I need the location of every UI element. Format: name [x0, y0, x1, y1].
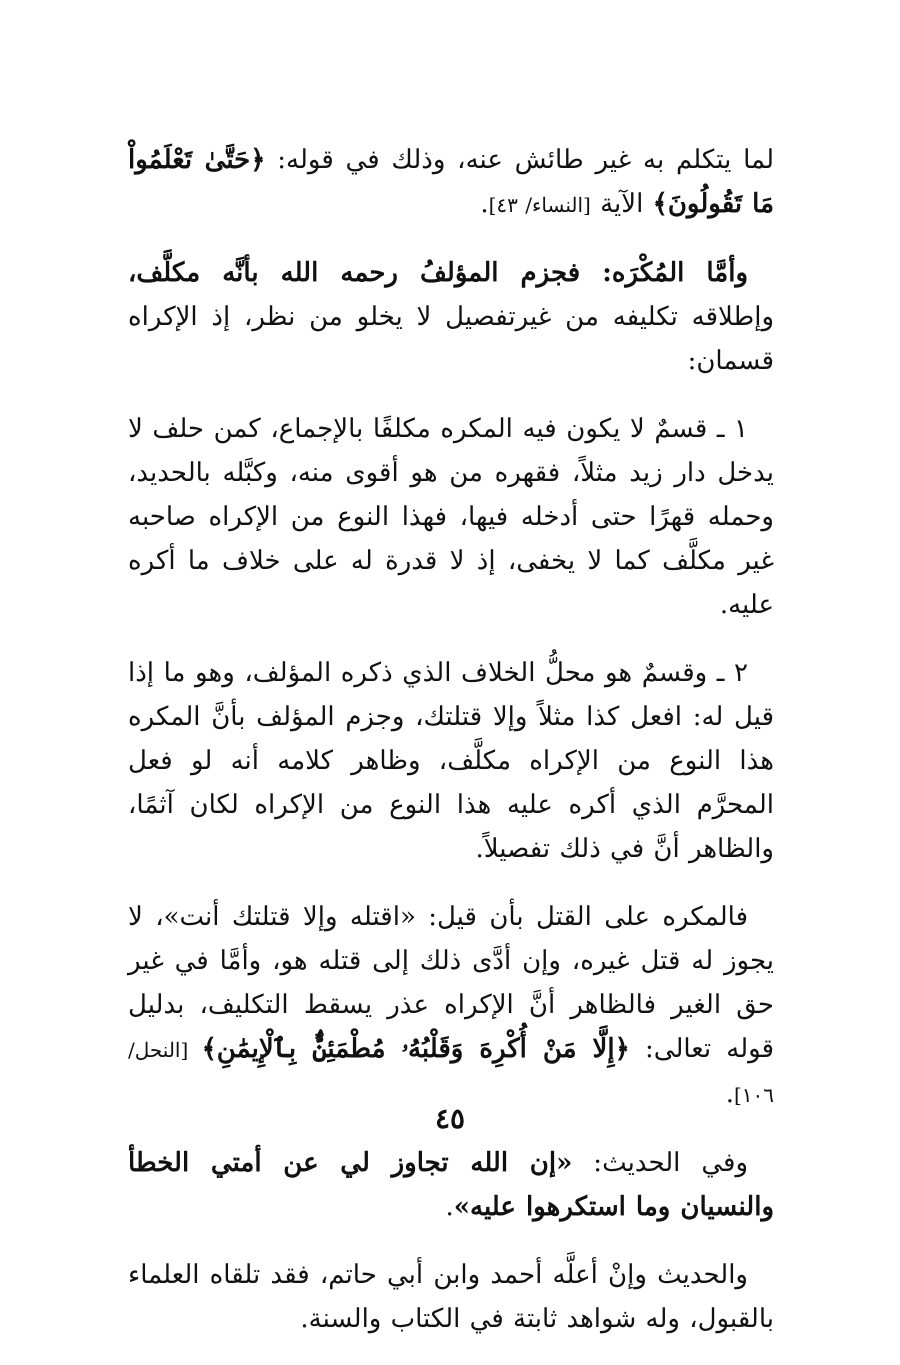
paragraph-4 — [128, 651, 774, 871]
paragraph-6 — [128, 1141, 774, 1229]
paragraph-1 — [128, 138, 774, 227]
paragraph-5-text: فالمكره على القتل بأن قيل: «اقتله وإلا قتلتك أنت»، لا يجوز له قتل غيره، وإن أدَّى ذلك إلى قتله هو، وأمَّا في غير حق الغير فالظاهر أنَّ الإكراه عذر يسقط التكليف، بدليل قوله تعالى: — [128, 902, 774, 1064]
paragraph-7 — [128, 1253, 774, 1341]
paragraph-1-text: لما يتكلم به غير طائش عنه، وذلك في قوله: — [265, 145, 775, 175]
paragraph-2-lead: وأمَّا المُكْرَه: — [602, 258, 749, 288]
paragraph-5-end: . — [725, 1079, 734, 1109]
paragraph-7-text: والحديث وإنْ أعلَّه أحمد وابن أبي حاتم، فقد تلقاه العلماء بالقبول، وله شواهد ثابتة في الكتاب والسنة. — [128, 1260, 774, 1334]
paragraph-2 — [128, 251, 774, 383]
paragraph-4-text: ٢ ـ وقسمٌ هو محلُّ الخلاف الذي ذكره المؤلف، وهو ما إذا قيل له: افعل كذا مثلاً وإلا قتلتك، وجزم المؤلف بأنَّ المكره هذا النوع من الإكراه مكلَّف، وظاهر كلامه أنه لو فعل المحرَّم الذي أكره عليه هذا النوع من الإكراه لكان آثمًا، والظاهر أنَّ في ذلك تفصيلاً. — [128, 658, 774, 864]
paragraph-3 — [128, 407, 774, 627]
paragraph-2-text: وإطلاقه تكليفه من غيرتفصيل لا يخلو من نظر، إذ الإكراه قسمان: — [128, 302, 774, 376]
paragraph-5 — [128, 895, 774, 1117]
verse-reference-1: [النساء/ ٤٣] — [488, 193, 591, 217]
hadith-quote: «إن الله تجاوز لي عن أمتي الخطأ والنسيان وما استكرهوا عليه» — [128, 1148, 774, 1222]
paragraph-6-end: . — [445, 1192, 454, 1222]
page-body — [128, 138, 774, 1365]
paragraph-1-end: . — [480, 189, 489, 219]
page-number: ٤٥ — [434, 1102, 466, 1135]
quran-verse-1: ﴿حَتَّىٰ تَعْلَمُواْ مَا تَقُولُونَ﴾ — [128, 145, 774, 219]
verse-reference-2: [النحل/ ١٠٦] — [128, 1038, 774, 1107]
paragraph-6-text: وفي الحديث: — [572, 1148, 748, 1178]
paragraph-3-text: ١ ـ قسمٌ لا يكون فيه المكره مكلفًا بالإجماع، كمن حلف لا يدخل دار زيد مثلاً، فقهره من هو أقوى منه، وكبَّله بالحديد، وحمله قهرًا حتى أدخله فيها، فهذا النوع من الإكراه صاحبه غير مكلَّف كما لا يخفى، إذ لا قدرة له على خلاف ما أكره عليه. — [128, 414, 775, 620]
quran-verse-2: ﴿إِلَّا مَنْ أُكْرِهَ وَقَلْبُهُۥ مُطْمَئِنٌّۢ بِٱلْإِيمَٰنِ﴾ — [201, 1034, 630, 1064]
paragraph-1-after: الآية — [590, 189, 653, 219]
paragraph-2-bold: فجزم المؤلفُ رحمه الله بأنَّه مكلَّف، — [128, 258, 603, 288]
